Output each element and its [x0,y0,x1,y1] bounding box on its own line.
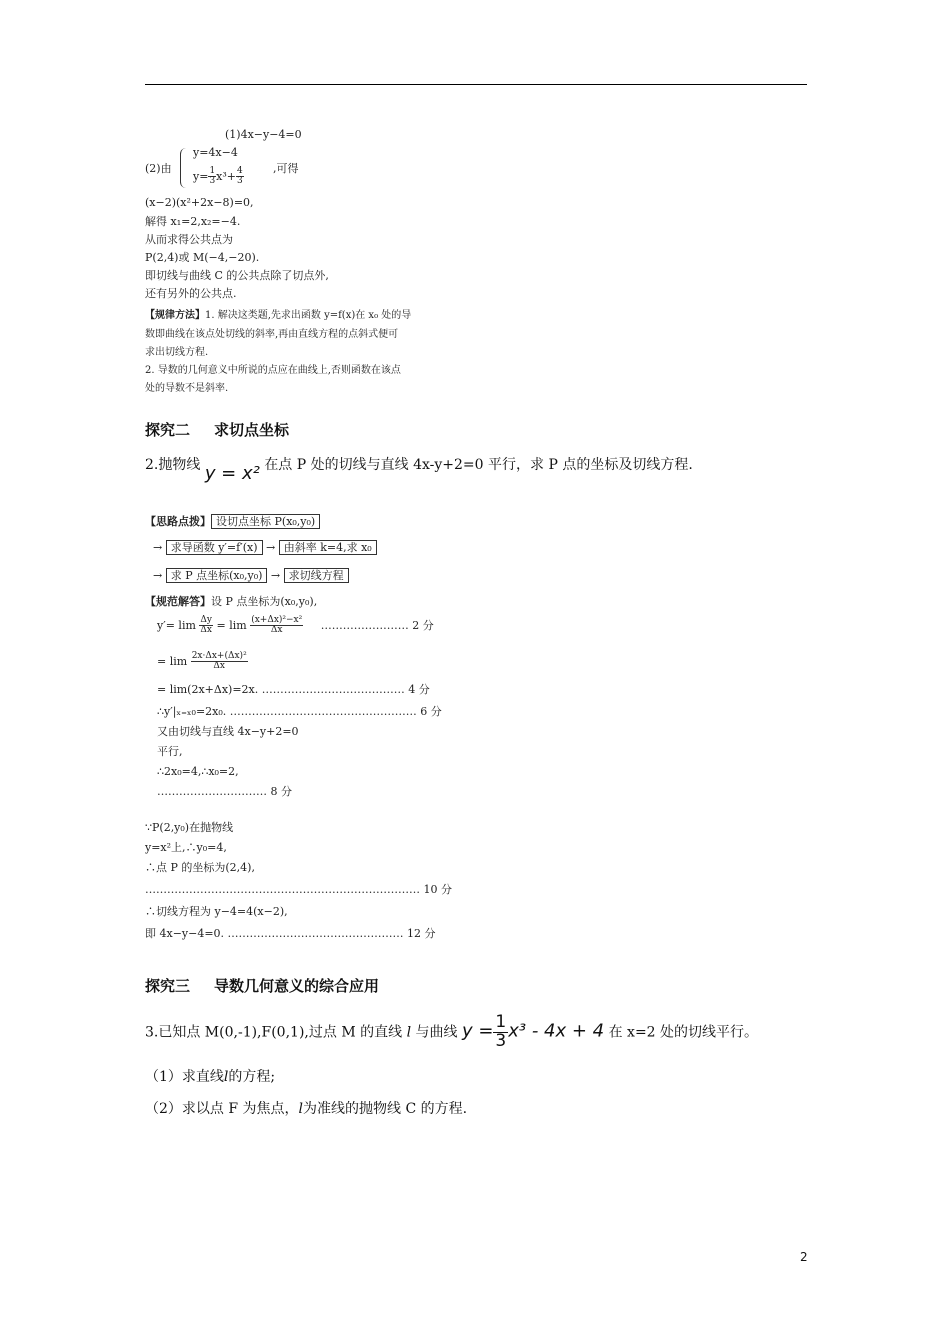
scan-line: 2. 导数的几何意义中所说的点应在曲线上,否则函数在该点 [145,365,401,376]
scan-text: 1. 解决这类题,先求出函数 y=f(x)在 x₀ 处的导 [205,310,412,321]
scan-text: Δx [200,625,212,636]
scan-line: (1)4x−y−4=0 [225,128,302,141]
line-symbol: l [223,1069,229,1085]
scan-line: (x−2)(x²+2x−8)=0, [145,196,254,209]
scan-line: 还有另外的公共点. [145,287,237,300]
scan-line: (2)由 [145,162,172,175]
question-text: 在 x=2 处的切线平行。 [608,1024,759,1041]
question-3 [145,1014,758,1051]
scan-line: = lim(2x+Δx)=2x. ………………………………… 4 分 [157,683,430,696]
scan-text: 设 P 点坐标为(x₀,y₀), [211,595,318,608]
scan-text: 2x·Δx+(Δx)² [191,651,247,661]
math-expression: 1 [495,1012,507,1032]
scan-line: 解得 x₁=2,x₂=−4. [145,215,241,228]
question-text: （1）求直线 [145,1069,224,1085]
scan-line: ………………………… 8 分 [157,785,292,798]
scan-line: 从而求得公共点为 [145,233,233,246]
scan-line: ∴切线方程为 y−4=4(x−2), [145,905,288,918]
scan-text: 1 [209,166,216,176]
page-number: 2 [800,1250,808,1264]
scan-line: P(2,4)或 M(−4,−20). [145,251,260,264]
scan-line: 又由切线与直线 4x−y+2=0 [157,725,299,738]
question-3-part-1 [145,1066,275,1086]
heading-title: 导数几何意义的综合应用 [214,977,380,995]
scan-text: Δx [213,661,225,672]
scan-text: 4 [237,166,243,176]
scan-text: = lim [157,654,188,668]
scan-line: 求出切线方程. [145,347,209,358]
scan-line: → 求导函数 y′=f′(x) → 由斜率 k=4,求 x₀ [153,540,377,555]
scan-line: 数即曲线在该点处切线的斜率,再由直线方程的点斜式便可 [145,329,399,340]
question-text: 与曲线 [415,1024,458,1041]
section-heading-3 [145,975,379,996]
scan-line: → 求 P 点坐标(x₀,y₀) → 求切线方程 [153,568,349,583]
section-heading-2 [145,419,289,440]
scan-line [145,596,317,607]
question-3-part-2 [145,1098,467,1118]
math-expression: y = x² [204,463,260,484]
solution-scan-1 [145,125,465,405]
question-text: 在点 P 处的切线与直线 4x-y+2=0 平行，求 P 点的坐标及切线方程. [264,457,693,473]
math-expression: x³ - 4x + 4 [508,1020,605,1042]
scan-line: 平行, [157,745,183,758]
line-symbol: l [406,1024,412,1041]
heading-number: 探究三 [145,977,191,995]
scan-line: ∴点 P 的坐标为(2,4), [145,861,255,874]
math-expression: 3 [495,1030,507,1051]
heading-title: 求切点坐标 [214,421,290,439]
flow-box: 求 P 点坐标(x₀,y₀) [166,568,268,583]
question-text: 为准线的抛物线 C 的方程. [303,1101,468,1117]
scan-line: 即切线与曲线 C 的公共点除了切点外, [145,269,329,282]
scan-line: 即 4x−y−4=0. ………………………………………… 12 分 [145,927,436,940]
heading-number: 探究二 [145,421,191,439]
flow-box: 设切点坐标 P(x₀,y₀) [211,514,320,529]
scan-text: …………………… 2 分 [320,618,434,632]
answer-tag: 【规范解答】 [145,595,211,608]
flow-box: 由斜率 k=4,求 x₀ [279,540,377,555]
math-expression: y = [461,1020,494,1042]
question-text: 的方程; [228,1069,276,1085]
scan-line: y=4x−4 [193,146,238,159]
scan-line: ………………………………………………………………… 10 分 [145,883,452,896]
scan-line [157,652,248,672]
question-2 [145,453,693,484]
flow-box: 求切线方程 [284,568,349,583]
scan-line [193,167,244,187]
scan-text: 3 [209,176,216,187]
scan-line: y=x²上,∴y₀=4, [145,841,227,854]
scan-line: ∴y′|ₓ₌ₓ₀=2x₀. …………………………………………… 6 分 [157,705,442,718]
solution-scan-2 [145,510,475,940]
scan-text: 3 [237,176,243,187]
scan-line: ∴2x₀=4,∴x₀=2, [157,765,239,778]
scan-line: ∵P(2,y₀)在抛物线 [145,821,234,834]
flow-box: 求导函数 y′=f′(x) [166,540,263,555]
system-brace [180,148,188,188]
scan-text: Δy [200,615,212,625]
hint-tag: 【思路点拨】 [145,515,211,528]
question-text: （2）求以点 F 为焦点， [145,1101,299,1117]
scan-text: (x+Δx)²−x² [251,615,303,625]
header-rule [145,84,807,85]
scan-line: ,可得 [273,162,299,175]
question-text: 3.已知点 M(0,-1),F(0,1),过点 M 的直线 [145,1024,403,1041]
scan-text: y′= lim [157,618,196,632]
line-symbol: l [298,1101,304,1117]
scan-text: x³+ [216,169,237,183]
scan-text: = lim [216,618,247,632]
scan-line [145,311,411,321]
scan-text: y= [193,169,209,183]
method-tag: 【规律方法】 [145,310,205,321]
question-text: 2.抛物线 [145,457,201,473]
scan-text: Δx [270,625,283,636]
scan-line [145,514,320,529]
scan-line [157,616,434,636]
scan-line: 处的导数不是斜率. [145,383,229,394]
